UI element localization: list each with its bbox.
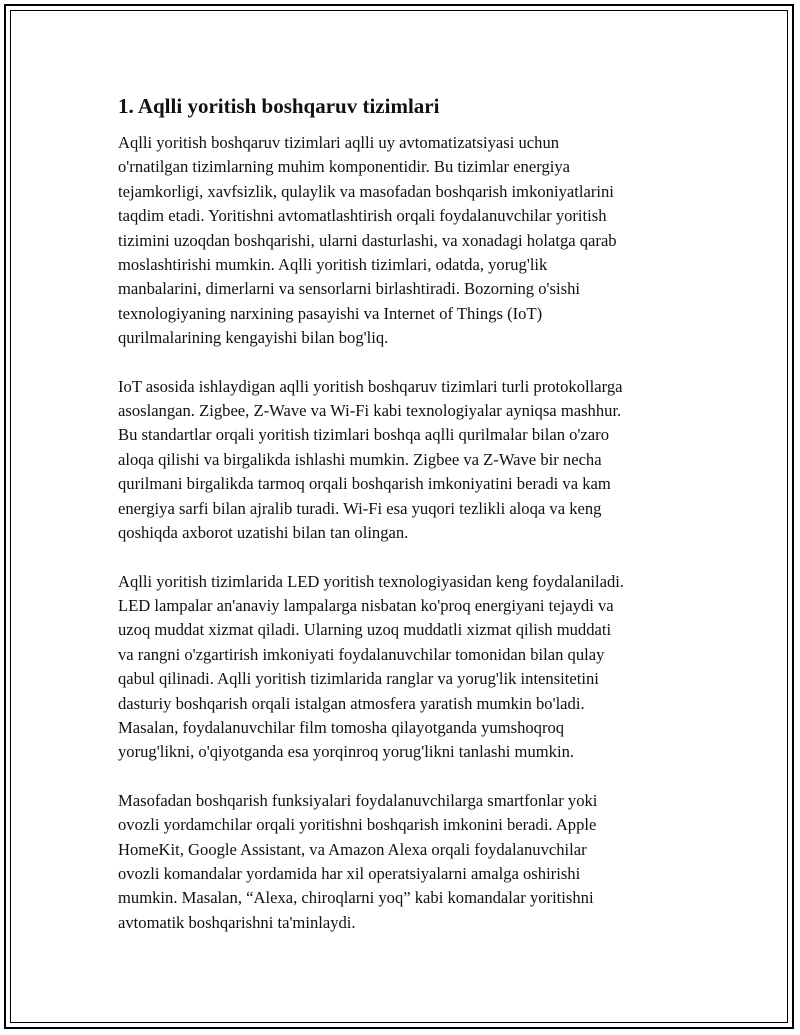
paragraph-iot-protocols: IoT asosida ishlaydigan aqlli yoritish boshqaruv tizimlari turli protokollarga asoslangan. Zigbee, Z-Wave va Wi-Fi kabi texnologiyalar ayniqsa mashhur. Bu standartlar orqali yoritish tizimlari boshqa aqlli qurilmalar bilan o'zaro aloqa qilishi va birgalikda ishlashi mumkin. Zigbee va Z-Wave bir necha qurilmani birgalikda tarmoq orqali boshqarish imkoniyatini beradi va kam energiya sarfi bilan ajralib turadi. Wi-Fi esa yuqori tezlikli aloqa va keng qoshiqda axborot uzatishi bilan tan olingan.	[118, 376, 623, 543]
document-body	[118, 92, 688, 959]
section-heading: 1. Aqlli yoritish boshqaruv tizimlari	[118, 94, 440, 118]
paragraph-remote-control: Masofadan boshqarish funksiyalari foydalanuvchilarga smartfonlar yoki ovozli yordamchilar orqali yoritishni boshqarish imkonini beradi. Apple HomeKit, Google Assistant, va Amazon Alexa orqali foydalanuvchilar ovozli komandalar yordamida har xil operatsiyalarni amalga oshirishi mumkin. Masalan, “Alexa, chiroqlarni yoq” kabi komandalar yoritishni avtomatik boshqarishni ta'minlaydi.	[118, 790, 598, 932]
paragraph-led-technology: Aqlli yoritish tizimlarida LED yoritish texnologiyasidan keng foydalaniladi. LED lampalar an'anaviy lampalarga nisbatan ko'proq energiyani tejaydi va uzoq muddat xizmat qiladi. Ularning uzoq muddatli xizmat qilish muddati va rangni o'zgartirish imkoniyati foydalanuvchilar tomonidan bilan qulay qabul qilinadi. Aqlli yoritish tizimlarida ranglar va yorug'lik intensitetini dasturiy boshqarish orqali istalgan atmosfera yaratish mumkin bo'ladi. Masalan, foydalanuvchilar film tomosha qilayotganda yumshoqroq yorug'likni, o'qiyotganda esa yorqinroq yorug'likni tanlashi mumkin.	[118, 571, 625, 762]
paragraph-intro: Aqlli yoritish boshqaruv tizimlari aqlli uy avtomatizatsiyasi uchun o'rnatilgan tizimlarning muhim komponentidir. Bu tizimlar energiya tejamkorligi, xavfsizlik, qulaylik va masofadan boshqarish imkoniyatlarini taqdim etadi. Yoritishni avtomatlashtirish orqali foydalanuvchilar yoritish tizimini uzoqdan boshqarishi, ularni dasturlashi, va xonadagi holatga qarab moslashtirishi mumkin. Aqlli yoritish tizimlari, odatda, yorug'lik manbalarini, dimerlarni va sensorlarni birlashtiradi. Bozorning o'sishi texnologiyaning narxining pasayishi va Internet of Things (IoT) qurilmalarining kengayishi bilan bog'liq.	[118, 133, 617, 348]
